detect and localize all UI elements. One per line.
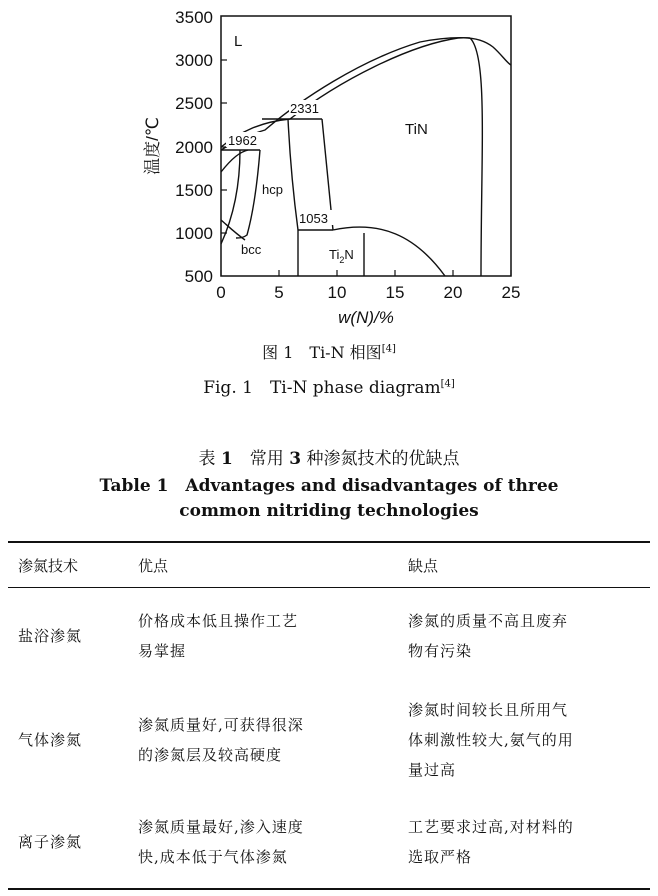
- cell-technique: 盐浴渗氮: [18, 627, 83, 645]
- tab-cn-num: 1: [220, 449, 233, 469]
- y-tick-label: 500: [184, 267, 213, 286]
- tab-en-line2: common nitriding technologies: [179, 501, 479, 521]
- x-axis-title: w(N)/%: [338, 308, 394, 327]
- cell-technique: 离子渗氮: [18, 833, 83, 851]
- header-disadvantages: 缺点: [408, 556, 439, 575]
- plot-frame: [221, 16, 511, 276]
- nitriding-table: [8, 541, 650, 890]
- axis-ticks: [221, 60, 511, 276]
- dis-line: 渗氮的质量不高且废弃: [408, 612, 569, 630]
- table-caption-cn: [0, 444, 658, 469]
- table-row: [8, 588, 650, 685]
- y-tick-label: 3500: [175, 8, 213, 27]
- x-tick-label: 0: [216, 283, 226, 302]
- adv-line: 易掌握: [138, 642, 187, 660]
- y-tick-label: 2000: [175, 138, 213, 157]
- dis-line: 渗氮时间较长且所用气: [408, 701, 569, 719]
- y-axis-title: 温度/℃: [143, 117, 162, 175]
- y-tick-label: 3000: [175, 51, 213, 70]
- adv-line: 快,成本低于气体渗氮: [138, 848, 288, 866]
- figure-caption-cn: [0, 340, 658, 363]
- cell-advantages: [128, 684, 398, 796]
- figure-caption-en: [0, 373, 658, 398]
- x-tick-label: 10: [327, 283, 347, 302]
- cell-disadvantages: [398, 796, 650, 889]
- cell-disadvantages: [398, 588, 650, 685]
- adv-line: 价格成本低且操作工艺: [138, 612, 299, 630]
- dis-line: 工艺要求过高,对材料的: [408, 818, 574, 836]
- dis-line: 选取严格: [408, 848, 473, 866]
- dis-line: 物有污染: [408, 642, 473, 660]
- cell-advantages: [128, 796, 398, 889]
- table-caption-en: [0, 474, 658, 524]
- cell-advantages: [128, 588, 398, 685]
- x-tick-label: 20: [443, 283, 463, 302]
- dis-line: 体刺激性较大,氨气的用: [408, 731, 574, 749]
- phase-label-l: L: [234, 33, 243, 50]
- cell-disadvantages: [398, 684, 650, 796]
- adv-line: 的渗氮层及较高硬度: [138, 746, 283, 764]
- phase-label-hcp: hcp: [262, 182, 283, 197]
- phase-label-tin: TiN: [405, 121, 428, 138]
- temp-label-1053: 1053: [299, 211, 328, 226]
- adv-line: 渗氮质量最好,渗入速度: [138, 818, 304, 836]
- header-technique: 渗氮技术: [18, 556, 79, 575]
- y-tick-label: 1000: [175, 224, 213, 243]
- phase-boundaries: [221, 38, 511, 276]
- table-header-row: [8, 542, 650, 588]
- ti-n-phase-diagram: [0, 0, 658, 335]
- phase-label-ti2n: $Ti_2N$: [329, 247, 354, 265]
- dis-line: 量过高: [408, 761, 457, 779]
- figure-caption-cn-text: 图 1 Ti-N 相图: [262, 343, 382, 362]
- y-tick-label: 2500: [175, 94, 213, 113]
- table-row: [8, 684, 650, 796]
- phase-label-bcc: bcc: [241, 242, 262, 257]
- tab-cn-tail: 种渗氮技术的优缺点: [301, 449, 460, 469]
- figure-caption-en-text: Fig. 1 Ti-N phase diagram: [203, 378, 441, 398]
- temp-label-1962: 1962: [228, 133, 257, 148]
- header-advantages: 优点: [138, 556, 169, 575]
- x-tick-label: 25: [501, 283, 521, 302]
- x-tick-label: 5: [274, 283, 284, 302]
- figure-ref-en: [4]: [440, 378, 455, 390]
- x-tick-label: 15: [385, 283, 405, 302]
- adv-line: 渗氮质量好,可获得很深: [138, 716, 304, 734]
- temp-label-2331: 2331: [290, 101, 319, 116]
- cell-technique: 气体渗氮: [18, 731, 83, 749]
- tab-cn-prefix: 表: [198, 449, 221, 469]
- tab-cn-mid: 常用: [232, 449, 290, 469]
- tab-cn-num2: 3: [289, 449, 302, 469]
- table-row: [8, 796, 650, 889]
- y-tick-label: 1500: [175, 181, 213, 200]
- figure-ref: [4]: [381, 343, 396, 355]
- tab-en-line1: Table 1 Advantages and disadvantages of three: [99, 476, 559, 496]
